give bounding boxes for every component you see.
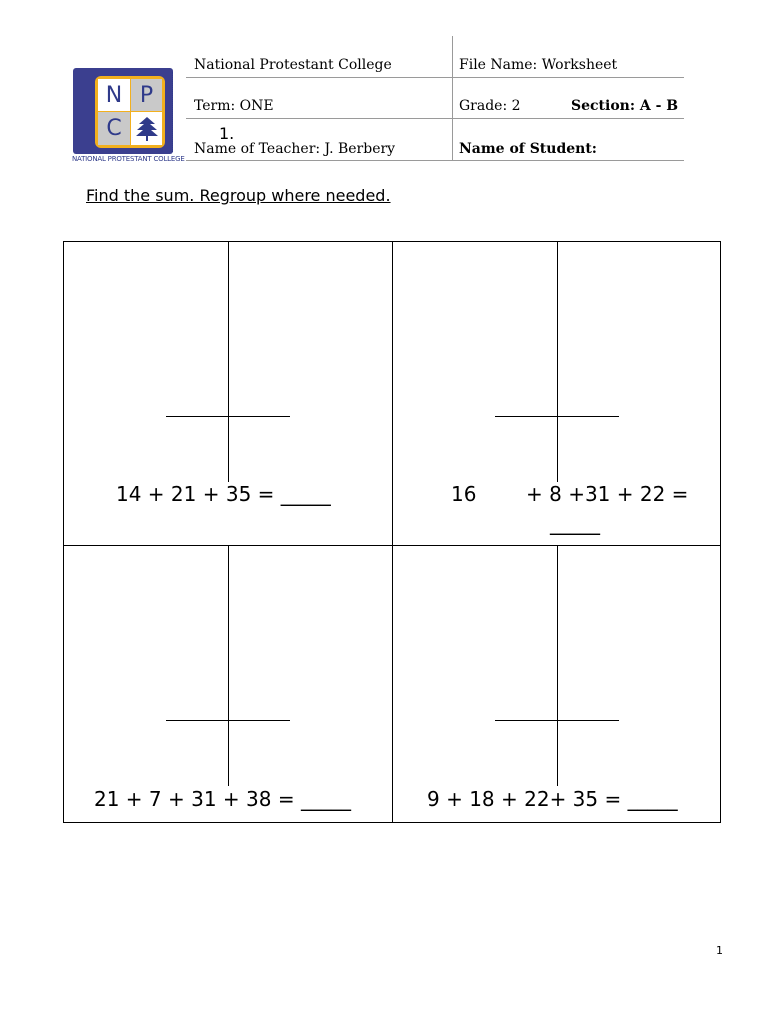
school-logo (73, 68, 183, 166)
page-number: 1 (716, 944, 723, 957)
work-area-vertical-line (557, 546, 558, 786)
header-row-line (186, 160, 684, 161)
problem-2-answer-blank: _____ (550, 511, 600, 535)
cedar-tree-icon (131, 112, 162, 145)
work-area-vertical-line (557, 242, 558, 482)
problem-1: 14 + 21 + 35 = _____ (116, 482, 331, 506)
list-number: 1. (219, 124, 235, 143)
work-area-horizontal-line (166, 720, 290, 721)
instruction: Find the sum. Regroup where needed. (86, 186, 391, 205)
header-row-line (186, 77, 684, 78)
work-area-horizontal-line (495, 720, 619, 721)
grade: Grade: 2 (459, 98, 521, 114)
problem-grid (63, 241, 721, 823)
work-area-vertical-line (228, 546, 229, 786)
logo-letter-c: C (98, 112, 130, 145)
student-name-label: Name of Student: (459, 141, 597, 157)
header-column-divider (452, 36, 453, 160)
logo-letter-n: N (98, 79, 130, 111)
logo-caption: NATIONAL PROTESTANT COLLEGE (72, 155, 185, 163)
work-area-horizontal-line (495, 416, 619, 417)
term: Term: ONE (194, 98, 274, 114)
problem-4: 9 + 18 + 22+ 35 = _____ (427, 787, 678, 811)
grid-row-divider (64, 545, 720, 546)
logo-arabic-text (172, 72, 183, 152)
logo-letter-p: P (131, 79, 162, 111)
teacher-name: Name of Teacher: J. Berbery (194, 141, 396, 157)
header-row-line (186, 118, 684, 119)
school-name: National Protestant College (194, 57, 392, 73)
grid-column-divider (392, 242, 393, 822)
problem-3: 21 + 7 + 31 + 38 = _____ (94, 787, 351, 811)
problem-2-rest: + 8 +31 + 22 = (526, 482, 689, 506)
section: Section: A - B (571, 98, 679, 114)
work-area-vertical-line (228, 242, 229, 482)
work-area-horizontal-line (166, 416, 290, 417)
file-name: File Name: Worksheet (459, 57, 618, 73)
problem-2-first-addend: 16 (451, 482, 477, 506)
